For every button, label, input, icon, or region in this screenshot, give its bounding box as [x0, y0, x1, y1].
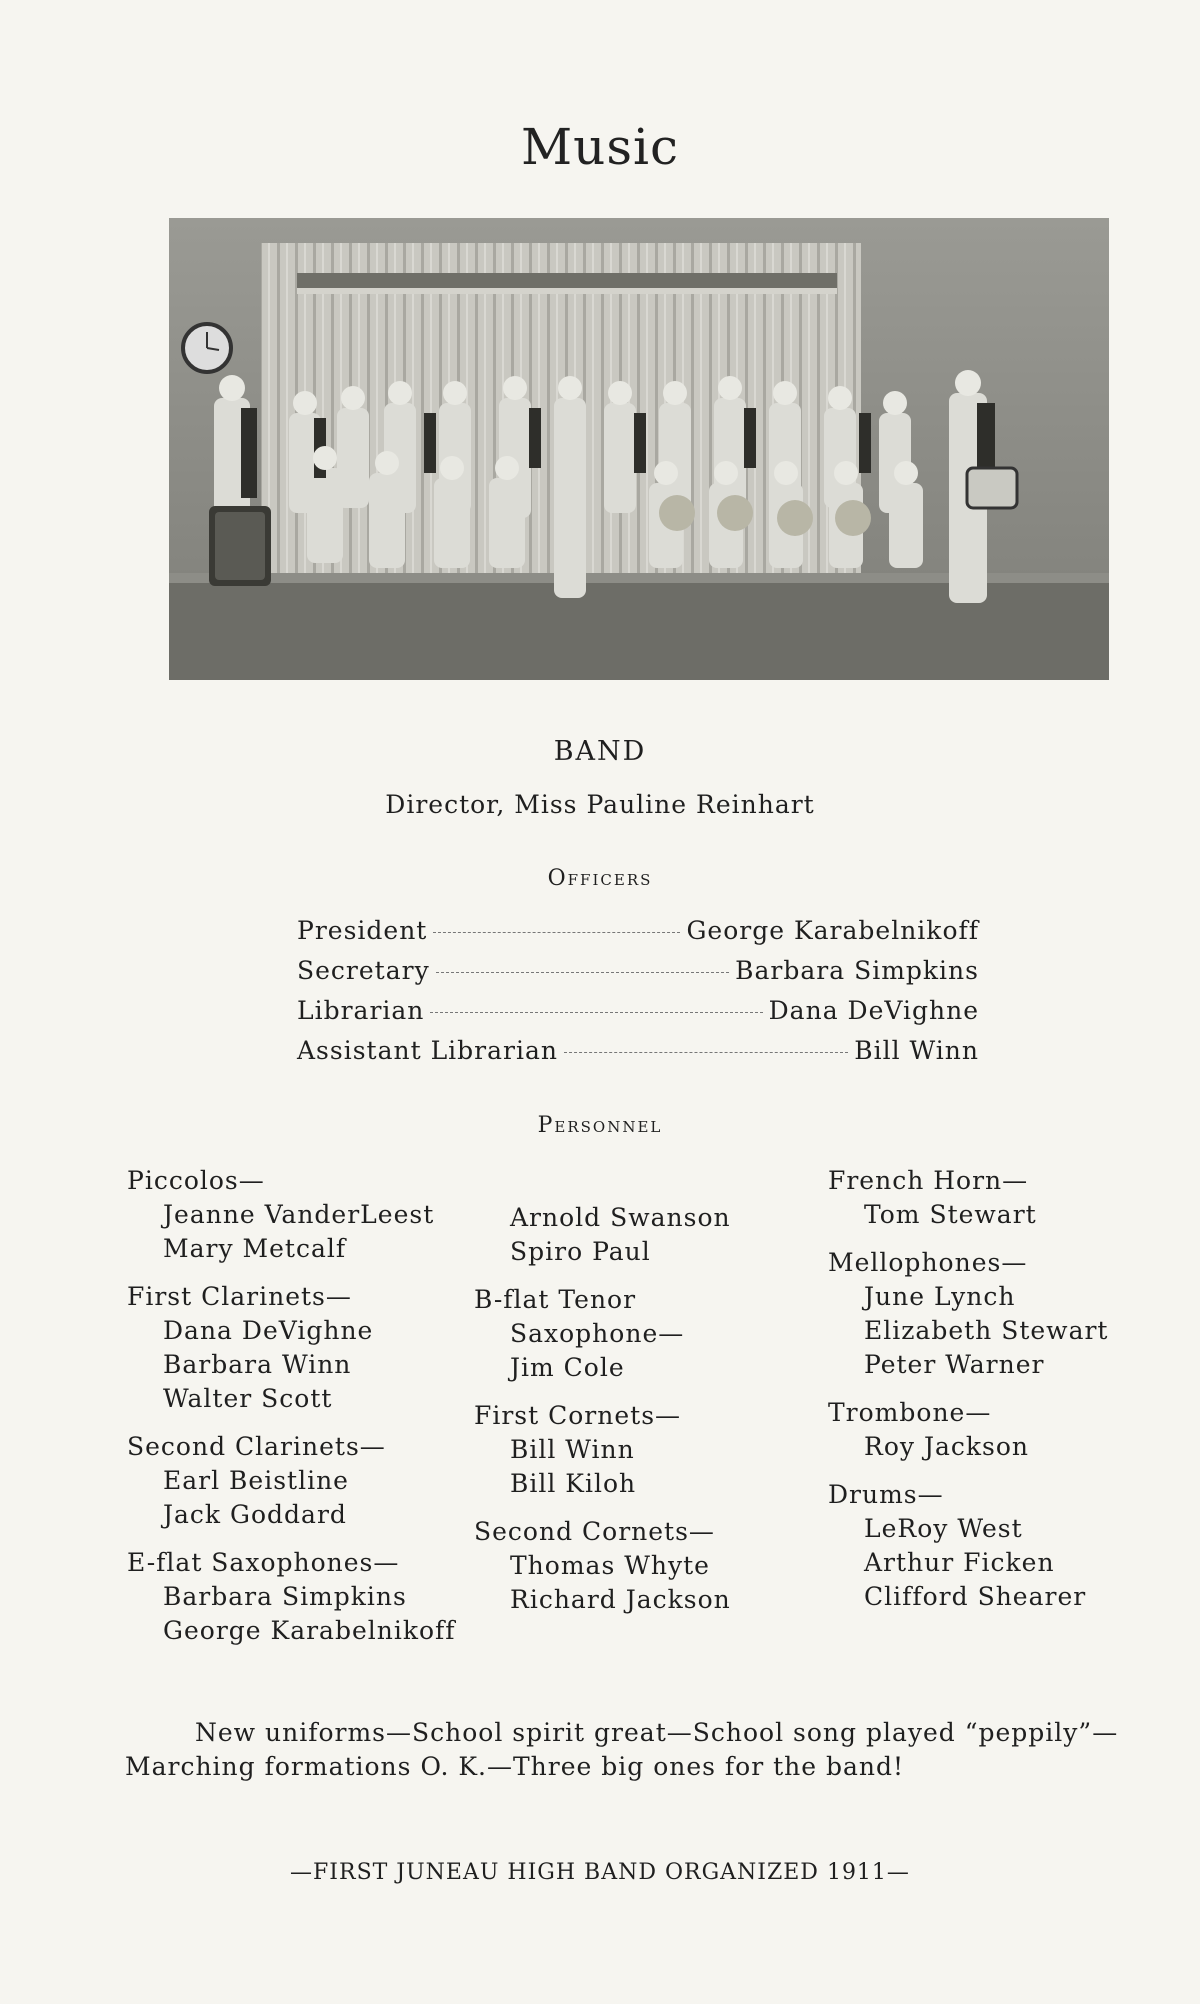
officer-row	[297, 956, 979, 996]
member-name: Saxophone—	[510, 1319, 685, 1348]
instrument-group	[127, 1546, 467, 1648]
member-name: Mary Metcalf	[163, 1234, 347, 1263]
member-name: Jack Goddard	[163, 1500, 347, 1529]
instrument-label: Trombone—	[828, 1398, 992, 1427]
instrument-label: Second Clarinets—	[127, 1432, 386, 1461]
member-name: George Karabelnikoff	[163, 1616, 456, 1645]
instrument-label: First Clarinets—	[127, 1282, 352, 1311]
instrument-group	[127, 1164, 467, 1266]
member-name: Dana DeVighne	[163, 1316, 374, 1345]
footer-note: —FIRST JUNEAU HIGH BAND ORGANIZED 1911—	[290, 1860, 910, 1885]
member-name: Thomas Whyte	[510, 1551, 710, 1580]
instrument-group	[474, 1283, 804, 1385]
instrument-group	[474, 1515, 804, 1617]
dotted-leader	[564, 1052, 848, 1053]
closing-remarks	[125, 1716, 1165, 1784]
member-name: Barbara Winn	[163, 1350, 352, 1379]
band-photo	[169, 218, 1109, 680]
officers-heading: Officers	[547, 866, 653, 891]
officer-row	[297, 996, 979, 1036]
personnel-column-3	[828, 1164, 1158, 1628]
officer-name: Dana DeVighne	[768, 996, 979, 1025]
member-name: Richard Jackson	[510, 1585, 731, 1614]
member-name: Clifford Shearer	[864, 1582, 1087, 1611]
instrument-group	[828, 1164, 1158, 1232]
instrument-group	[127, 1280, 467, 1416]
instrument-group	[828, 1478, 1158, 1614]
officer-row	[297, 916, 979, 956]
band-director: Director, Miss Pauline Reinhart	[385, 790, 815, 819]
member-name: Bill Winn	[510, 1435, 635, 1464]
officers-list	[297, 916, 979, 1076]
member-name: Walter Scott	[163, 1384, 333, 1413]
member-name: Barbara Simpkins	[163, 1582, 407, 1611]
instrument-label: First Cornets—	[474, 1401, 682, 1430]
band-heading: BAND	[553, 736, 647, 767]
instrument-group	[127, 1430, 467, 1532]
personnel-heading: Personnel	[537, 1113, 663, 1138]
officer-title: Assistant Librarian	[297, 1036, 558, 1065]
instrument-label: French Horn—	[828, 1166, 1029, 1195]
officer-title: Librarian	[297, 996, 425, 1025]
personnel-column-1	[127, 1164, 467, 1662]
instrument-group	[828, 1246, 1158, 1382]
member-name: Spiro Paul	[510, 1237, 651, 1266]
instrument-group	[474, 1399, 804, 1501]
page-title: Music	[520, 118, 680, 176]
instrument-label: Mellophones—	[828, 1248, 1028, 1277]
personnel-column-2	[474, 1201, 804, 1631]
instrument-label: E-flat Saxophones—	[127, 1548, 400, 1577]
officer-title: Secretary	[297, 956, 430, 985]
member-name: Roy Jackson	[864, 1432, 1030, 1461]
instrument-label: Second Cornets—	[474, 1517, 715, 1546]
member-name: Peter Warner	[864, 1350, 1045, 1379]
band-photo-image	[169, 218, 1109, 680]
member-name: Earl Beistline	[163, 1466, 349, 1495]
officer-title: President	[297, 916, 428, 945]
member-name: LeRoy West	[864, 1514, 1023, 1543]
dotted-leader	[436, 972, 729, 973]
officer-row	[297, 1036, 979, 1076]
closing-line: Marching formations O. K.—Three big ones for the band!	[125, 1752, 905, 1781]
member-name: Jeanne VanderLeest	[163, 1200, 435, 1229]
dotted-leader	[433, 932, 680, 933]
instrument-group	[474, 1201, 804, 1269]
member-name: Tom Stewart	[864, 1200, 1037, 1229]
officer-name: Bill Winn	[854, 1036, 979, 1065]
closing-line: New uniforms—School spirit great—School song played “peppily”—	[195, 1718, 1119, 1747]
instrument-label: Piccolos—	[127, 1166, 265, 1195]
instrument-label: Drums—	[828, 1480, 944, 1509]
member-name: Bill Kiloh	[510, 1469, 637, 1498]
member-name: Elizabeth Stewart	[864, 1316, 1109, 1345]
dotted-leader	[430, 1012, 762, 1013]
member-name: Arnold Swanson	[510, 1203, 731, 1232]
member-name: Arthur Ficken	[864, 1548, 1055, 1577]
officer-name: Barbara Simpkins	[735, 956, 979, 985]
instrument-label: B-flat Tenor	[474, 1285, 637, 1314]
instrument-group	[828, 1396, 1158, 1464]
member-name: Jim Cole	[510, 1353, 625, 1382]
member-name: June Lynch	[864, 1282, 1016, 1311]
officer-name: George Karabelnikoff	[686, 916, 979, 945]
